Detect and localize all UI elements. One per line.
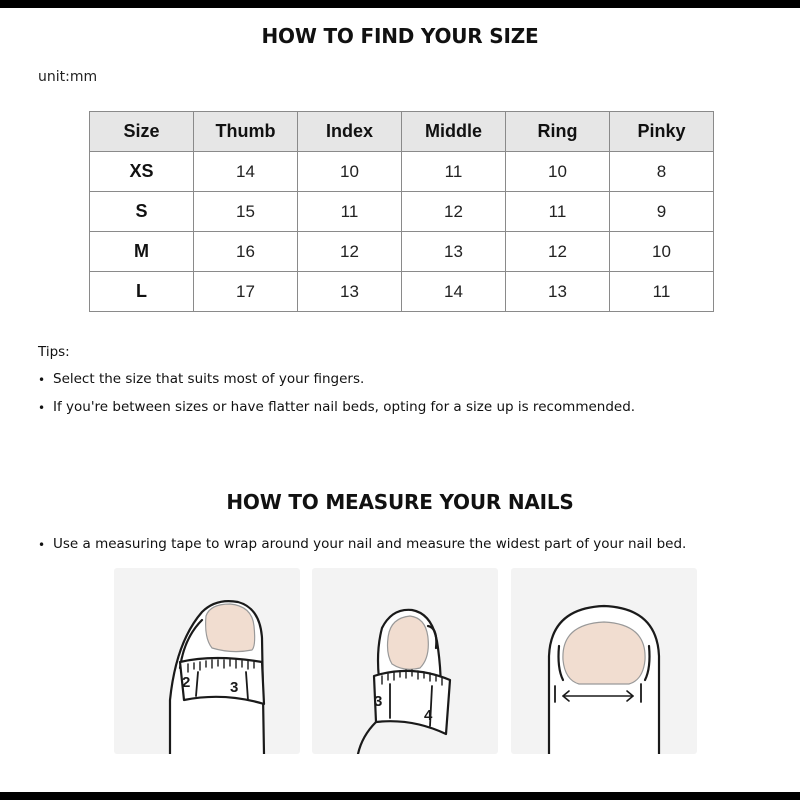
tip-item: Select the size that suits most of your fingers.: [53, 371, 365, 387]
column-header-index: Index: [298, 112, 402, 152]
table-cell: 14: [194, 152, 298, 192]
tape-number: 3: [374, 693, 383, 710]
table-row: [90, 152, 714, 192]
table-row: [90, 272, 714, 312]
measure-guide-title: HOW TO MEASURE YOUR NAILS: [226, 490, 574, 514]
table-cell: 13: [402, 232, 506, 272]
top-frame-bar: [0, 0, 800, 8]
size-chart-table: [89, 111, 714, 312]
table-row: [90, 192, 714, 232]
column-header-middle: Middle: [402, 112, 506, 152]
nail-width-measure-illustration: [511, 568, 697, 754]
table-cell: 10: [298, 152, 402, 192]
table-cell: 11: [610, 272, 714, 312]
table-cell: 17: [194, 272, 298, 312]
bottom-frame-bar: [0, 792, 800, 800]
size-cell: L: [90, 272, 194, 312]
column-header-size: Size: [90, 112, 194, 152]
column-header-thumb: Thumb: [194, 112, 298, 152]
table-cell: 12: [298, 232, 402, 272]
bullet-icon: •: [38, 401, 46, 415]
table-cell: 10: [610, 232, 714, 272]
thumb-measure-illustration: [114, 568, 300, 754]
table-cell: 13: [298, 272, 402, 312]
finger-side-measure-illustration: [312, 568, 498, 754]
table-cell: 9: [610, 192, 714, 232]
column-header-ring: Ring: [506, 112, 610, 152]
size-cell: S: [90, 192, 194, 232]
tape-number: 3: [230, 679, 239, 696]
table-cell: 12: [506, 232, 610, 272]
table-cell: 14: [402, 272, 506, 312]
size-cell: XS: [90, 152, 194, 192]
tips-label: Tips:: [38, 344, 70, 360]
table-cell: 11: [402, 152, 506, 192]
table-header-row: [90, 112, 714, 152]
measure-instruction: Use a measuring tape to wrap around your nail and measure the widest part of your nail bed.: [53, 536, 687, 552]
nail-width-measurement-icon: [511, 568, 697, 754]
thumb-with-measuring-tape-icon: [114, 568, 300, 754]
table-cell: 11: [506, 192, 610, 232]
table-cell: 13: [506, 272, 610, 312]
finger-side-with-measuring-tape-icon: [312, 568, 498, 754]
table-row: [90, 232, 714, 272]
size-guide-title: HOW TO FIND YOUR SIZE: [261, 24, 539, 48]
table-cell: 12: [402, 192, 506, 232]
tape-number: 4: [424, 707, 433, 724]
tip-item: If you're between sizes or have flatter nail beds, opting for a size up is recommended.: [53, 399, 636, 415]
table-cell: 8: [610, 152, 714, 192]
size-cell: M: [90, 232, 194, 272]
bullet-icon: •: [38, 373, 46, 387]
table-cell: 10: [506, 152, 610, 192]
table-cell: 16: [194, 232, 298, 272]
table-cell: 15: [194, 192, 298, 232]
table-cell: 11: [298, 192, 402, 232]
unit-label: unit:mm: [38, 69, 98, 85]
bullet-icon: •: [38, 538, 46, 552]
tape-number: 2: [182, 674, 191, 691]
column-header-pinky: Pinky: [610, 112, 714, 152]
